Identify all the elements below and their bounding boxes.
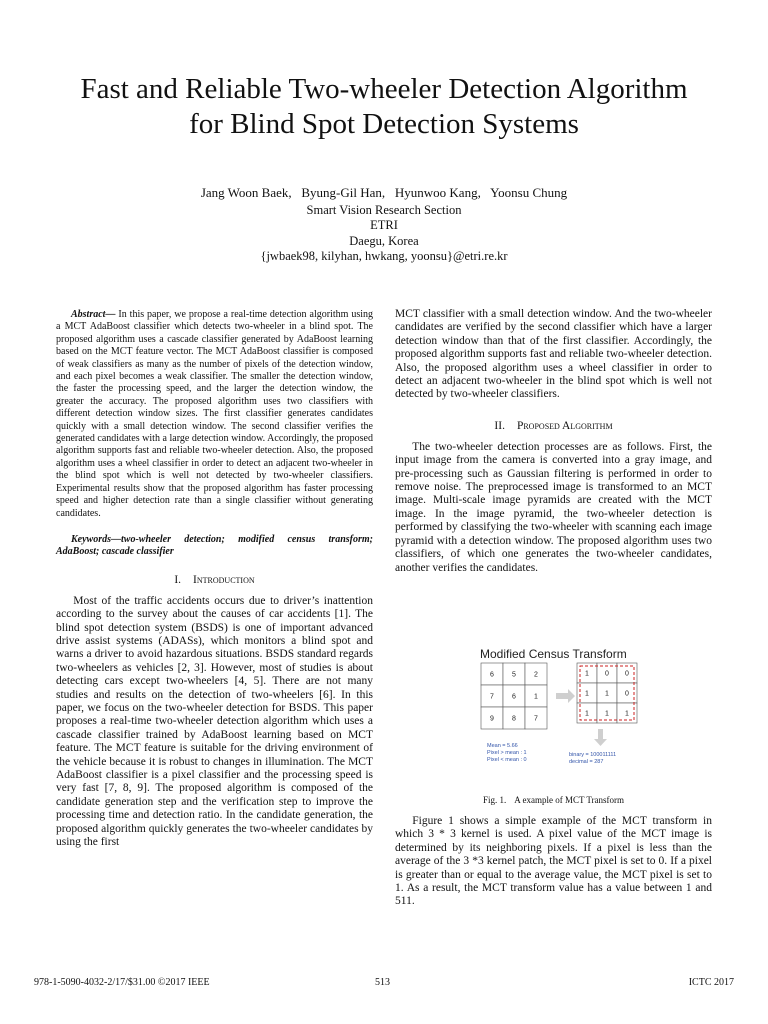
arrow-down-icon	[594, 729, 607, 746]
pixel-greater-text: Pixel > mean : 1	[487, 750, 527, 756]
figure-caption-label: Fig. 1.	[482, 795, 507, 805]
binary-cell-value: 0	[605, 670, 609, 678]
affiliation-location: Daegu, Korea	[349, 233, 419, 248]
author-block	[40, 185, 728, 265]
binary-cell-value: 1	[625, 710, 629, 718]
kernel-cell-value: 8	[512, 715, 516, 723]
arrow-right-icon	[556, 689, 575, 703]
pixel-less-text: Pixel < mean : 0	[487, 757, 527, 763]
binary-cell-value: 1	[605, 710, 609, 718]
binary-grid	[577, 663, 637, 723]
author-names: Jang Woon Baek, Byung-Gil Han, Hyunwoo Kang, Yoonsu Chung	[200, 185, 568, 200]
figure-title: Modified Census Transform	[480, 647, 627, 661]
affiliation-org: ETRI	[370, 218, 398, 232]
abstract-lead: Abstract—	[71, 309, 116, 320]
binary-cell-value: 1	[585, 710, 589, 718]
kernel-grid	[481, 663, 547, 729]
binary-cell-value: 0	[625, 690, 629, 698]
binary-cell-value: 1	[605, 690, 609, 698]
affiliation-section: Smart Vision Research Section	[306, 202, 462, 217]
kernel-cell-value: 2	[534, 671, 538, 679]
footer-page-number: 513	[375, 977, 390, 988]
abstract	[56, 309, 373, 520]
kernel-cell-value: 6	[490, 671, 494, 679]
section-number: I.	[174, 573, 182, 586]
section-heading-introduction	[56, 574, 373, 587]
kernel-cell-value: 6	[512, 693, 516, 701]
section-heading-proposed-algorithm	[395, 420, 712, 433]
title-line-1: Fast and Reliable Two-wheeler Detection Algorithm	[80, 73, 688, 105]
section-number: II.	[494, 419, 505, 432]
proposed-algorithm-text: The two-wheeler detection processes are as follows. First, the input image from the camera is converted into a gray image, and pre-processing such as Gaussian filtering is performed in order to remove noise. The preprocessed image is transformed to an MCT image. Multi-scale image pyramids are created with the MCT image. In the image pyramid, the two-wheeler detection is performed by classifying the two-wheeler with scanning each image pyramid with a detection window. The proposed algorithm uses two classifiers, of which one generates the two-wheeler candidates, another verifies the candidates.	[395, 440, 712, 574]
footer-conference: ICTC 2017	[688, 977, 734, 988]
binary-cell-value: 1	[585, 690, 589, 698]
kernel-cell-value: 1	[534, 693, 538, 701]
footer-copyright: 978-1-5090-4032-2/17/$31.00 ©2017 IEEE	[34, 977, 210, 988]
binary-cell-value: 0	[625, 670, 629, 678]
binary-text: binary = 100011111	[569, 752, 617, 758]
title-line-2: for Blind Spot Detection Systems	[189, 108, 579, 140]
introduction-continuation: MCT classifier with a small detection window. And the two-wheeler candidates are verified by the second classifier which have a larger detection window than that of the first classifier. Accordingly, the proposed algorithm supports fast and reliable two-wheeler detection. Also, the proposed algorithm uses a wheel classifier in order to detect an adjacent two-wheeler in the blind spot which is well not detected by two-wheeler classifiers.	[395, 308, 712, 401]
author-emails: {jwbaek98, kilyhan, hwkang, yoonsu}@etri.re.kr	[260, 249, 508, 263]
keywords: Keywords—two-wheeler detection; modified census transform; AdaBoost; cascade classifier	[56, 533, 373, 558]
kernel-cell-value: 9	[490, 715, 494, 723]
right-column	[395, 308, 712, 575]
figure-caption-text: A example of MCT Transform	[514, 795, 625, 805]
left-column	[56, 309, 373, 849]
mct-diagram	[476, 645, 646, 775]
introduction-text: Most of the traffic accidents occurs due to driver’s inattention according to the survey about the causes of car accidents [1]. The blind spot detection system (BSDS) is one of important advanced drive assist systems (ADASs), which monitors a blind spot and warns a driver to avoid hazardous situations. BSDS standard regards two-wheelers as vehicles [2, 3]. However, most of studies is about detecting cars except two-wheelers [4, 5]. There are not many studies and results on the detection of two-wheelers [6]. In this paper, we focus on the two-wheeler detection for BSDS. This paper proposes a real-time two-wheeler detection algorithm which uses a cascade classifier trained by AdaBoost learning based on MCT feature. The MCT feature is suitable for the driving environment of the vehicle because it is robust to changes in illumination. The MCT AdaBoost classifier is a pixel classifier and the processing speed is very fast [7, 8, 9]. The proposed algorithm is composed of the candidate generation step and the verification step to improve the processing time and detection ratio. In the candidate generation, the proposed algorithm quickly generates the two-wheeler candidates by using the first	[56, 594, 373, 849]
kernel-cell-value: 7	[534, 715, 538, 723]
mean-text: Mean = 5.66	[487, 743, 518, 749]
section-title: Proposed Algorithm	[516, 419, 613, 432]
figure-description-text: Figure 1 shows a simple example of the MCT transform in which 3 * 3 kernel is used. A pixel value of the MCT image is determined by its neighboring pixels. If a pixel is less than the average of the 3 *3 kernel patch, the MCT pixel is set to 0. If a pixel is greater than or equal to the average value, the MCT pixel is set to 1. As a result, the MCT transform value has a value between 1 and 511.	[395, 815, 712, 908]
decimal-text: decimal = 287	[569, 759, 604, 765]
paper-title	[40, 72, 728, 142]
abstract-text: In this paper, we propose a real-time detection algorithm using a MCT AdaBoost classifier which detects two-wheeler in a blind spot. The proposed algorithm uses a cascade classifier generated by AdaBoost learning based on the MCT feature vector. The MCT AdaBoost classifier is composed of weak classifiers as many as the number of pixels of the detection window, and each pixel becomes a weak classifier. The smaller the detection window, the faster the processing speed, and the larger the detection window, the greater the accuracy. The proposed algorithm uses two classifiers with different detection window sizes. The first classifier generates candidates quickly with a small detection window. The second classifier verifies the generated candidates with a large detection window. Accordingly, the proposed algorithm supports fast and reliable two-wheeler detection. Also, the proposed algorithm uses a wheel classifier in order to detect an adjacent two-wheeler in the blind spot which is well not detected by two-wheeler classifiers. Experimental results show that the proposed algorithm has faster processing speed and higher detection rate than a single classifier without generating candidates.	[56, 309, 373, 519]
section-title: Introduction	[193, 573, 255, 586]
kernel-cell-value: 7	[490, 693, 494, 701]
kernel-cell-value: 5	[512, 671, 516, 679]
figure-1	[476, 645, 646, 775]
figure-caption	[395, 795, 712, 805]
binary-cell-value: 1	[585, 670, 589, 678]
